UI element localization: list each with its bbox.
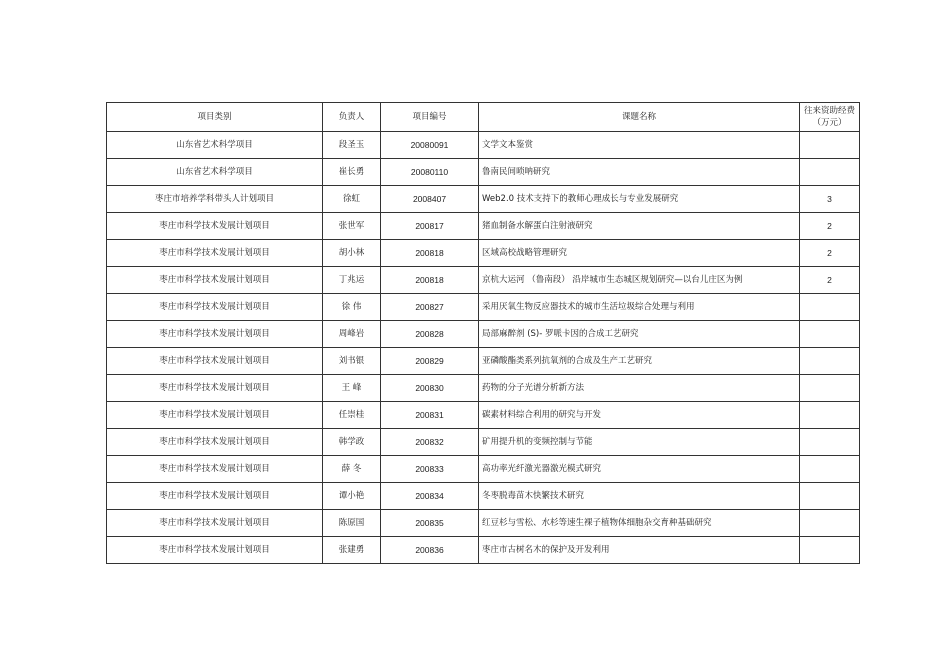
cell-category: 枣庄市培养学科带头人计划项目 bbox=[107, 186, 323, 213]
cell-owner: 刘书银 bbox=[323, 348, 381, 375]
cell-title: 矿用提升机的变频控制与节能 bbox=[479, 429, 800, 456]
cell-owner: 薛 冬 bbox=[323, 456, 381, 483]
cell-number: 200834 bbox=[381, 483, 479, 510]
header-owner: 负责人 bbox=[323, 103, 381, 132]
cell-owner: 任崇桂 bbox=[323, 402, 381, 429]
table-row bbox=[107, 132, 860, 159]
cell-number: 200830 bbox=[381, 375, 479, 402]
cell-category: 枣庄市科学技术发展计划项目 bbox=[107, 213, 323, 240]
cell-title: 冬枣脱毒苗木快繁技术研究 bbox=[479, 483, 800, 510]
cell-owner: 张建勇 bbox=[323, 537, 381, 564]
cell-funding: 2 bbox=[800, 240, 860, 267]
cell-owner: 徐虹 bbox=[323, 186, 381, 213]
cell-funding bbox=[800, 294, 860, 321]
cell-funding: 3 bbox=[800, 186, 860, 213]
cell-funding: 2 bbox=[800, 213, 860, 240]
table-row bbox=[107, 294, 860, 321]
table-row bbox=[107, 429, 860, 456]
table-row bbox=[107, 483, 860, 510]
table-row bbox=[107, 537, 860, 564]
table-row bbox=[107, 240, 860, 267]
cell-owner: 丁兆运 bbox=[323, 267, 381, 294]
cell-number: 200827 bbox=[381, 294, 479, 321]
table-row bbox=[107, 375, 860, 402]
cell-category: 枣庄市科学技术发展计划项目 bbox=[107, 456, 323, 483]
project-table bbox=[106, 102, 860, 564]
cell-category: 枣庄市科学技术发展计划项目 bbox=[107, 510, 323, 537]
cell-number: 200818 bbox=[381, 267, 479, 294]
cell-funding bbox=[800, 348, 860, 375]
table-row bbox=[107, 402, 860, 429]
cell-number: 20080091 bbox=[381, 132, 479, 159]
cell-title: 枣庄市古树名木的保护及开发利用 bbox=[479, 537, 800, 564]
table-row bbox=[107, 267, 860, 294]
cell-category: 枣庄市科学技术发展计划项目 bbox=[107, 294, 323, 321]
cell-title: 区域高校战略管理研究 bbox=[479, 240, 800, 267]
cell-funding bbox=[800, 159, 860, 186]
table-row bbox=[107, 186, 860, 213]
cell-category: 枣庄市科学技术发展计划项目 bbox=[107, 348, 323, 375]
header-title: 课题名称 bbox=[479, 103, 800, 132]
table-row bbox=[107, 510, 860, 537]
cell-number: 200832 bbox=[381, 429, 479, 456]
table-row bbox=[107, 348, 860, 375]
cell-category: 枣庄市科学技术发展计划项目 bbox=[107, 537, 323, 564]
cell-owner: 陈原国 bbox=[323, 510, 381, 537]
cell-number: 20080110 bbox=[381, 159, 479, 186]
cell-owner: 韩学政 bbox=[323, 429, 381, 456]
cell-category: 山东省艺术科学项目 bbox=[107, 159, 323, 186]
cell-funding bbox=[800, 483, 860, 510]
cell-title: 猪血制备水解蛋白注射液研究 bbox=[479, 213, 800, 240]
cell-owner: 张世军 bbox=[323, 213, 381, 240]
header-category: 项目类别 bbox=[107, 103, 323, 132]
table-row bbox=[107, 321, 860, 348]
cell-owner: 胡小林 bbox=[323, 240, 381, 267]
cell-category: 枣庄市科学技术发展计划项目 bbox=[107, 267, 323, 294]
cell-category: 山东省艺术科学项目 bbox=[107, 132, 323, 159]
cell-number: 200829 bbox=[381, 348, 479, 375]
cell-number: 200833 bbox=[381, 456, 479, 483]
table-row bbox=[107, 213, 860, 240]
header-funding-line1: 往来资助经费 bbox=[803, 106, 855, 116]
cell-owner: 谭小艳 bbox=[323, 483, 381, 510]
cell-owner: 王 峰 bbox=[323, 375, 381, 402]
cell-number: 2008407 bbox=[381, 186, 479, 213]
header-funding-line2: （万元） bbox=[812, 118, 847, 128]
cell-number: 200836 bbox=[381, 537, 479, 564]
cell-funding bbox=[800, 456, 860, 483]
cell-title: 碳素材料综合利用的研究与开发 bbox=[479, 402, 800, 429]
table-body bbox=[107, 132, 860, 564]
table-row bbox=[107, 159, 860, 186]
header-funding bbox=[800, 103, 860, 132]
cell-number: 200831 bbox=[381, 402, 479, 429]
cell-title: 京杭大运河 （鲁南段） 沿岸城市生态城区规划研究—以台儿庄区为例 bbox=[479, 267, 800, 294]
cell-category: 枣庄市科学技术发展计划项目 bbox=[107, 375, 323, 402]
cell-category: 枣庄市科学技术发展计划项目 bbox=[107, 402, 323, 429]
cell-funding bbox=[800, 321, 860, 348]
cell-owner: 周峰岩 bbox=[323, 321, 381, 348]
cell-number: 200835 bbox=[381, 510, 479, 537]
cell-funding bbox=[800, 537, 860, 564]
cell-number: 200828 bbox=[381, 321, 479, 348]
cell-category: 枣庄市科学技术发展计划项目 bbox=[107, 240, 323, 267]
cell-funding bbox=[800, 429, 860, 456]
cell-funding bbox=[800, 402, 860, 429]
cell-funding: 2 bbox=[800, 267, 860, 294]
cell-title: Web2.0 技术支持下的教师心理成长与专业发展研究 bbox=[479, 186, 800, 213]
table-header-row bbox=[107, 103, 860, 132]
cell-funding bbox=[800, 375, 860, 402]
cell-title: 采用厌氧生物反应器技术的城市生活垃圾综合处理与利用 bbox=[479, 294, 800, 321]
cell-title: 文学文本鉴赏 bbox=[479, 132, 800, 159]
cell-owner: 崔长勇 bbox=[323, 159, 381, 186]
cell-title: 红豆杉与雪松、水杉等速生裸子植物体细胞杂交育种基础研究 bbox=[479, 510, 800, 537]
cell-owner: 徐 伟 bbox=[323, 294, 381, 321]
table-row bbox=[107, 456, 860, 483]
cell-category: 枣庄市科学技术发展计划项目 bbox=[107, 429, 323, 456]
cell-owner: 段圣玉 bbox=[323, 132, 381, 159]
cell-title: 高功率光纤激光器激光模式研究 bbox=[479, 456, 800, 483]
cell-title: 药物的分子光谱分析新方法 bbox=[479, 375, 800, 402]
cell-category: 枣庄市科学技术发展计划项目 bbox=[107, 321, 323, 348]
cell-number: 200818 bbox=[381, 240, 479, 267]
cell-title: 亚磷酸酯类系列抗氧剂的合成及生产工艺研究 bbox=[479, 348, 800, 375]
header-number: 项目编号 bbox=[381, 103, 479, 132]
cell-category: 枣庄市科学技术发展计划项目 bbox=[107, 483, 323, 510]
cell-title: 局部麻醉剂 (S)- 罗哌卡因的合成工艺研究 bbox=[479, 321, 800, 348]
cell-number: 200817 bbox=[381, 213, 479, 240]
cell-funding bbox=[800, 510, 860, 537]
cell-funding bbox=[800, 132, 860, 159]
cell-title: 鲁南民间唢呐研究 bbox=[479, 159, 800, 186]
